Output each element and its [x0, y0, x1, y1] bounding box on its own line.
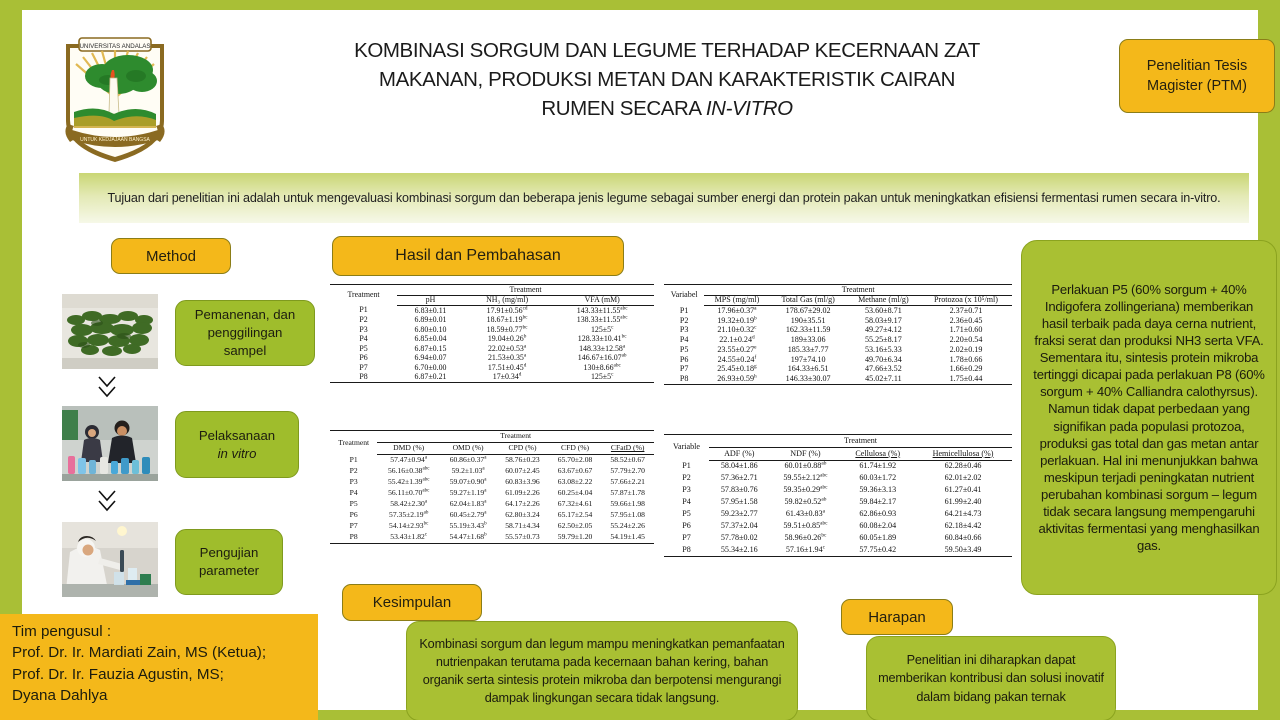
in-vitro-lab-photo	[62, 406, 158, 481]
section-header-expectation: Harapan	[841, 599, 953, 635]
table-cell-treatment: P8	[664, 375, 704, 385]
table-cell-value: 63.67±0.67	[557, 466, 593, 476]
table-cell-value: 59.66±1.98	[610, 499, 645, 509]
results-table-ph-nh3-vfa	[330, 284, 654, 383]
method-step-2-label	[175, 411, 299, 478]
table-cell-value: 60.05±1.89	[859, 532, 897, 542]
table-group-header: Treatment	[709, 435, 1012, 448]
table-cell-value: 6.89±0.01	[414, 315, 447, 325]
table-cell-value: 57.47±0.94$^a$	[390, 455, 428, 465]
table-cell-value: 6.85±0.04	[414, 334, 447, 344]
table-group-header: Treatment	[377, 431, 654, 443]
table-cell-value: 57.87±1.78	[610, 488, 645, 498]
table-cell-value: 57.36±2.71	[720, 473, 758, 483]
table-cell-value: 59.07±0.90$^a$	[449, 477, 487, 487]
table-cell-value: 60.08±2.04	[859, 521, 897, 531]
table-cell-value: 60.86±0.37$^a$	[449, 455, 487, 465]
table-row	[664, 520, 1012, 532]
table-cell-treatment: P4	[682, 497, 691, 507]
table-cell-value: 197±74.10	[790, 354, 826, 364]
research-team-box	[0, 614, 318, 720]
team-member: Dyana Dahlya	[12, 686, 108, 704]
table-row	[664, 345, 1012, 355]
table-cell-value: 53.43±1.82$^c$	[377, 532, 440, 543]
table-cell-value: 21.10±0.32$^c$	[717, 324, 757, 335]
flow-arrow-1	[96, 374, 118, 402]
table-cell-treatment: P7	[359, 362, 368, 372]
table-header-columns	[664, 447, 1012, 460]
section-header-method: Method	[111, 238, 231, 274]
table-cell-treatment: P1	[679, 305, 689, 315]
table-cell-value: 61.43±0.83$^a$	[785, 508, 826, 519]
table-cell-value: 62.01±2.02	[944, 473, 982, 483]
table-cell-treatment: P5	[359, 343, 368, 353]
table-cell-value: 1.78±0.66	[949, 354, 983, 364]
page-title	[257, 36, 1077, 123]
table-column-header: Cellulosa (%)	[841, 447, 914, 460]
team-heading: Tim pengusul :	[12, 623, 112, 640]
table-cell-treatment: P8	[330, 532, 377, 543]
section-header-results: Hasil dan Pembahasan	[332, 236, 624, 276]
table-cell-value: 143.33±11.55$^{abc}$	[576, 304, 628, 315]
chevron-down-double-icon	[96, 374, 118, 400]
table-row	[330, 477, 654, 488]
table-cell-value: 61.99±2.40	[944, 497, 982, 507]
method-step-2-line1: Pelaksanaan	[198, 427, 276, 443]
table-cell-value: 59.82±0.52$^{ab}$	[784, 496, 827, 507]
results-table-mps-gas	[664, 284, 1012, 385]
table-cell-value: 146.33±30.07	[770, 375, 847, 385]
table-cell-value: 57.78±0.02	[720, 532, 758, 542]
method-step-2-line2: in vitro	[217, 445, 257, 461]
table-cell-value: 55.34±2.16	[709, 544, 769, 556]
table-cell-treatment: P8	[664, 544, 709, 556]
table-cell-treatment: P7	[349, 521, 358, 531]
research-type-badge: Penelitian Tesis Magister (PTM)	[1119, 39, 1275, 113]
table-row	[664, 485, 1012, 497]
table-row	[330, 354, 654, 364]
table-row	[330, 335, 654, 345]
table-cell-value: 189±33.06	[790, 335, 826, 345]
table-cell-treatment: P2	[359, 315, 368, 325]
table-cell-value: 178.67±29.02	[785, 305, 831, 315]
lab-analysis-image	[62, 522, 158, 597]
table-cell-value: 18.67±1.19$^{bc}$	[486, 314, 528, 325]
table-cell-treatment: P5	[349, 499, 358, 509]
table-cell-value: 57.95±1.58	[720, 497, 758, 507]
table-cell-value: 130±8.66$^{abc}$	[583, 362, 621, 372]
conclusion-box: Kombinasi sorgum dan legum mampu meningkatkan pemanfaatan nutrienpakan terutama pada kecernaan bahan kering, bahan organik serta sintesis protein mikroba dan berpotensi mengurangi dampak lingkungan secara tidak langsung.	[406, 621, 798, 720]
results-table-digestibility	[330, 430, 654, 544]
table-cell-value: 59.2±1.03$^a$	[451, 466, 485, 476]
table-cell-treatment: P6	[679, 354, 689, 364]
table-cell-value: $125\pm 5^c$	[550, 373, 654, 383]
table-cell-treatment: P7	[682, 532, 691, 542]
table-cell-value: 62.18±4.42	[944, 521, 982, 531]
poster-canvas	[22, 10, 1265, 710]
table-cell-value: 62.28±0.46	[944, 461, 982, 471]
table-cell-value: 57.75±0.42	[841, 544, 914, 556]
harvested-leaves-photo	[62, 294, 158, 369]
table-row	[330, 499, 654, 510]
table-cell-value: 55.24±2.26	[610, 521, 645, 531]
table-stub-header: Treatment	[330, 285, 397, 306]
table-cell-value: 60.03±1.72	[859, 473, 897, 483]
method-step-1-line1: Pemanenan, dan	[194, 307, 296, 323]
table-column-header: Methane (ml/g)	[847, 295, 920, 306]
table-cell-value: 47.66±3.52	[864, 364, 902, 374]
table-cell-value: 24.55±0.24$^f$	[717, 353, 757, 364]
table-cell-treatment: P3	[679, 325, 689, 335]
table-row	[664, 306, 1012, 316]
table-row	[330, 316, 654, 326]
table-row	[664, 460, 1012, 472]
table-row	[664, 497, 1012, 509]
table-cell-value: 57.66±2.21	[610, 477, 645, 487]
table-stub-header: Treatment	[330, 431, 377, 455]
table-cell-value: 49.27±4.12	[864, 325, 902, 335]
svg-text:UNIVERSITAS ANDALAS: UNIVERSITAS ANDALAS	[79, 43, 151, 50]
svg-text:UNTUK KEDJAJAAN BANGSA: UNTUK KEDJAJAAN BANGSA	[80, 137, 150, 143]
table-cell-value: 62.80±3.24	[505, 510, 540, 520]
table-cell-value: 59.50±3.49	[914, 544, 1012, 556]
table-header-group	[330, 285, 654, 296]
table-column-header: DMD (%)	[377, 442, 440, 454]
table-cell-value: 59.35±0.29$^{abc}$	[783, 484, 828, 495]
table-cell-value: 60.01±0.88$^{ab}$	[784, 460, 827, 471]
table-row	[330, 488, 654, 499]
table-column-header: Total Gas (ml/g)	[770, 295, 847, 306]
table-cell-value: 164.33±6.51	[787, 364, 829, 374]
table-column-header: CPD (%)	[496, 442, 549, 454]
table-row	[330, 521, 654, 532]
method-step-1-line3: sampel	[223, 342, 267, 358]
table-cell-value: 148.33±12.58$^a$	[579, 343, 626, 353]
table-cell-value: 55.57±0.73	[496, 532, 549, 543]
table-cell-value: 1.66±0.29	[949, 364, 983, 374]
table-column-header: MPS (mg/ml)	[704, 295, 769, 306]
parameter-testing-photo	[62, 522, 158, 597]
table-cell-value: 6.70±0.00	[414, 362, 447, 372]
table-cell-value: 61.09±2.26	[505, 488, 540, 498]
table-cell-value: 6.87±0.21	[397, 373, 464, 383]
table-cell-value: 6.87±0.15	[414, 343, 447, 353]
table-cell-treatment: P2	[349, 466, 358, 476]
table-cell-value: 57.79±2.70	[610, 466, 645, 476]
table-cell-treatment: P3	[349, 477, 358, 487]
table-cell-treatment: P7	[679, 364, 689, 374]
table-row	[664, 532, 1012, 544]
table-cell-value: 59.36±3.13	[859, 485, 897, 495]
table-column-header: Hemicellulosa (%)	[914, 447, 1012, 460]
table-cell-value: 18.59±0.77$^{bc}$	[486, 324, 528, 334]
title-line-3-italic: IN-VITRO	[705, 97, 793, 121]
table-header-columns	[330, 442, 654, 454]
table-cell-value: 6.83±0.11	[414, 305, 447, 315]
table-cell-value: 2.20±0.54	[949, 335, 983, 345]
table-cell-value: 56.11±0.70$^{abc}$	[388, 488, 430, 498]
table-cell-value: 61.74±1.92	[859, 461, 897, 471]
method-step-3-line2: parameter	[198, 563, 260, 578]
table-cell-value: 60.25±4.04	[557, 488, 593, 498]
table-cell-value: 19.04±0.26$^b$	[487, 333, 527, 344]
table-cell-value: 146.67±16.07$^{ab}$	[577, 352, 627, 363]
table-cell-value: 62.86±0.93	[859, 509, 897, 519]
table-cell-value: 62.04±1.83$^a$	[449, 499, 487, 509]
table-cell-value: 59.51±0.85$^{abc}$	[783, 520, 828, 531]
table-cell-value: 53.16±5.33	[864, 344, 902, 354]
table-row	[664, 375, 1012, 385]
table-row	[330, 510, 654, 521]
table-cell-treatment: P4	[679, 335, 689, 345]
table-cell-value: 54.47±1.68$^b$	[440, 532, 496, 543]
expectation-box: Penelitian ini diharapkan dapat memberikan kontribusi dan solusi inovatif dalam bidang pakan ternak	[866, 636, 1116, 720]
table-cell-value: 17.91±0.56$^{cd}$	[486, 304, 528, 315]
table-header-group	[330, 431, 654, 443]
table-cell-value: 138.33±11.55$^{abc}$	[576, 314, 628, 325]
team-member: Prof. Dr. Ir. Fauzia Agustin, MS;	[12, 665, 224, 683]
table-cell-value: 58.04±1.86	[720, 461, 758, 471]
method-step-3-label	[175, 529, 283, 595]
table-cell-value: 2.36±0.45	[949, 315, 983, 325]
table-cell-value: 49.70±6.34	[864, 354, 902, 364]
table-cell-value: 2.02±0.19	[949, 344, 983, 354]
method-step-3-line1: Pengujian	[199, 545, 259, 561]
table-cell-value: 57.37±2.04	[720, 521, 758, 531]
table-cell-value: 58.03±9.17	[864, 315, 902, 325]
leaves-drying-image	[62, 294, 158, 369]
table-cell-value: 6.80±0.10	[414, 324, 447, 334]
table-cell-value: 17.96±0.37$^a$	[717, 305, 757, 315]
table-row	[330, 373, 654, 383]
table-cell-value: 63.08±2.22	[557, 477, 593, 487]
table-cell-treatment: P2	[682, 473, 691, 483]
table-cell-value: 57.95±1.08	[610, 510, 645, 520]
table-fiber-fractions	[664, 434, 1012, 557]
table-cell-value: 19.32±0.19$^b$	[717, 315, 757, 325]
table-row	[330, 466, 654, 477]
table-cell-value: 53.60±8.71	[864, 305, 902, 315]
table-cell-value: 17.51±0.45$^d$	[487, 362, 527, 372]
flow-arrow-2	[96, 488, 118, 516]
table-cell-value: 128.33±10.41$^{bc}$	[577, 333, 627, 344]
table-cell-treatment: P6	[349, 510, 358, 520]
table-row	[664, 509, 1012, 521]
table-cell-value: 58.96±0.26$^{bc}$	[784, 532, 827, 542]
table-cell-value: 59.55±2.12$^{abc}$	[783, 472, 828, 483]
table-cell-value: 58.76±0.23	[505, 455, 540, 465]
table-cell-value: 22.1±0.24$^d$	[719, 334, 755, 345]
table-column-header: OMD (%)	[440, 442, 496, 454]
table-cell-value: 59.79±1.20	[549, 532, 602, 543]
table-cell-treatment: P5	[679, 344, 689, 354]
table-row	[664, 336, 1012, 346]
table-cell-value: 59.27±1.19$^a$	[449, 488, 487, 498]
table-cell-treatment: P3	[682, 485, 691, 495]
table-cell-treatment: P1	[682, 461, 691, 471]
table-cell-treatment: P6	[359, 353, 368, 363]
table-digestibility	[330, 430, 654, 544]
table-cell-value: 2.37±0.71	[949, 305, 983, 315]
table-cell-value: 190±35.51	[790, 315, 826, 325]
table-cell-value: 58.52±0.67	[610, 455, 645, 465]
table-cell-value: 56.16±0.38$^{abc}$	[387, 466, 430, 476]
table-column-header: NH₃ (mg/ml)	[464, 295, 550, 306]
table-cell-value: 54.14±2.93$^{bc}$	[389, 521, 429, 531]
table-cell-value: $125\pm 5^c$	[590, 324, 614, 334]
table-cell-value: 21.53±0.35$^a$	[487, 352, 527, 363]
team-member: Prof. Dr. Ir. Mardiati Zain, MS (Ketua);	[12, 644, 267, 662]
researchers-lab-image	[62, 406, 158, 481]
table-stub-header: Variable	[664, 435, 709, 461]
table-header-group	[664, 435, 1012, 448]
table-cell-value: 1.71±0.60	[949, 325, 983, 335]
table-cell-value: 55.19±3.43$^b$	[449, 521, 487, 531]
table-column-header: Protozoa (x 10⁵/ml)	[920, 295, 1012, 306]
chevron-down-double-icon	[96, 488, 118, 514]
table-cell-value: 57.83±0.76	[720, 485, 758, 495]
table-row	[664, 473, 1012, 485]
table-cell-value: 55.25±8.17	[864, 335, 902, 345]
table-cell-value: 25.45±0.18$^g$	[717, 363, 757, 374]
table-header-group	[664, 285, 1012, 296]
discussion-panel: Perlakuan P5 (60% sorgum + 40% Indigofera zollingeriana) memberikan hasil terbaik pada daya cerna nutrient, fraksi serat dan produksi NH3 serta VFA. Sementara itu, sintesis protein mikroba tertinggi dicapai pada perlakuan P8 (60% sorgum + 40% Calliandra calothyrsus). Namun tidak dapat perbedaan yang signifikan pada populasi protozoa, produksi gas total dan gas metan antar perlakuan. Hal ini menunjukkan bahwa meskipun terjadi peningkatan nutrient perubahan kombinasi sorgum – legum tidak secara langsung mempengaruhi aktivitas fermentasi yang menghasilkan gas.	[1021, 240, 1277, 595]
table-cell-value: 64.17±2.26	[505, 499, 540, 509]
table-column-header: ADF (%)	[709, 447, 769, 460]
table-cell-value: 23.55±0.27$^e$	[717, 344, 757, 354]
table-cell-treatment: P6	[682, 521, 691, 531]
table-cell-value: 58.71±4.34	[505, 521, 540, 531]
table-cell-value: 59.84±2.17	[859, 497, 897, 507]
table-cell-value: 45.02±7.11	[847, 375, 920, 385]
table-cell-value: 1.75±0.44	[920, 375, 1012, 385]
table-cell-value: 60.84±0.66	[944, 532, 982, 542]
table-cell-value: 162.33±11.59	[785, 325, 831, 335]
table-cell-value: 17±0.34$^d$	[464, 373, 550, 383]
table-column-header: VFA (mM)	[550, 295, 654, 306]
table-cell-value: 59.23±2.77	[720, 509, 758, 519]
results-table-fiber	[664, 434, 1012, 557]
table-column-header: CFatD (%)	[601, 442, 654, 454]
table-cell-treatment: P8	[330, 373, 397, 383]
table-row	[330, 532, 654, 543]
table-cell-treatment: P4	[349, 488, 358, 498]
table-cell-value: 57.35±2.19$^{ab}$	[389, 510, 429, 520]
table-cell-value: 57.16±1.94$^c$	[769, 544, 841, 556]
table-cell-value: 67.32±4.61	[557, 499, 593, 509]
table-cell-value: 62.50±2.05	[557, 521, 593, 531]
objective-banner: Tujuan dari penelitian ini adalah untuk mengevaluasi kombinasi sorgum dan beberapa jenis legume sebagai sumber energi dan protein pakan untuk meningkatkan efisiensi fermentasi rumen secara in-vitro.	[79, 173, 1249, 223]
table-cell-value: 185.33±7.77	[787, 344, 829, 354]
table-cell-value: 65.70±2.08	[557, 455, 593, 465]
table-row	[330, 454, 654, 465]
table-cell-value: 60.07±2.45	[505, 466, 540, 476]
table-cell-value: 26.93±0.59$^h$	[704, 375, 769, 385]
table-cell-treatment: P4	[359, 334, 368, 344]
table-cell-treatment: P2	[679, 315, 689, 325]
table-cell-value: 60.83±3.96	[505, 477, 540, 487]
table-cell-value: 65.17±2.54	[557, 510, 593, 520]
table-column-header: CFD (%)	[549, 442, 602, 454]
table-column-header: NDF (%)	[769, 447, 841, 460]
table-cell-value: 64.21±4.73	[944, 509, 982, 519]
table-header-columns	[664, 295, 1012, 306]
table-cell-treatment: P5	[682, 509, 691, 519]
table-stub-header: Variabel	[664, 285, 704, 306]
table-column-header: pH	[397, 295, 464, 306]
method-step-1-label	[175, 300, 315, 366]
table-cell-value: 61.27±0.41	[944, 485, 982, 495]
table-cell-value: 55.42±1.39$^{abc}$	[387, 477, 430, 487]
table-group-header: Treatment	[397, 285, 654, 296]
title-line-2: MAKANAN, PRODUKSI METAN DAN KARAKTERISTIK CAIRAN	[378, 68, 956, 92]
crest-icon	[56, 26, 174, 166]
table-mps-gas-methane-protozoa	[664, 284, 1012, 385]
table-cell-value: 6.94±0.07	[414, 353, 447, 363]
universitas-andalas-logo	[56, 26, 174, 166]
table-cell-treatment: P1	[359, 305, 368, 315]
table-cell-value: 60.45±2.79$^a$	[449, 510, 487, 520]
title-line-1: KOMBINASI SORGUM DAN LEGUME TERHADAP KECERNAAN ZAT	[354, 39, 980, 62]
table-group-header: Treatment	[704, 285, 1012, 296]
table-row	[664, 544, 1012, 556]
method-step-1-line2: penggilingan	[207, 325, 283, 341]
table-cell-value: 22.02±0.53$^a$	[487, 343, 527, 353]
table-ph-nh3-vfa	[330, 284, 654, 383]
table-cell-treatment: P3	[359, 324, 368, 334]
table-cell-value: 54.19±1.45	[601, 532, 654, 543]
table-cell-treatment: P1	[349, 455, 358, 465]
title-line-3: RUMEN SECARA	[541, 97, 706, 121]
table-cell-value: 58.42±2.30$^a$	[390, 499, 428, 509]
section-header-conclusion: Kesimpulan	[342, 584, 482, 621]
